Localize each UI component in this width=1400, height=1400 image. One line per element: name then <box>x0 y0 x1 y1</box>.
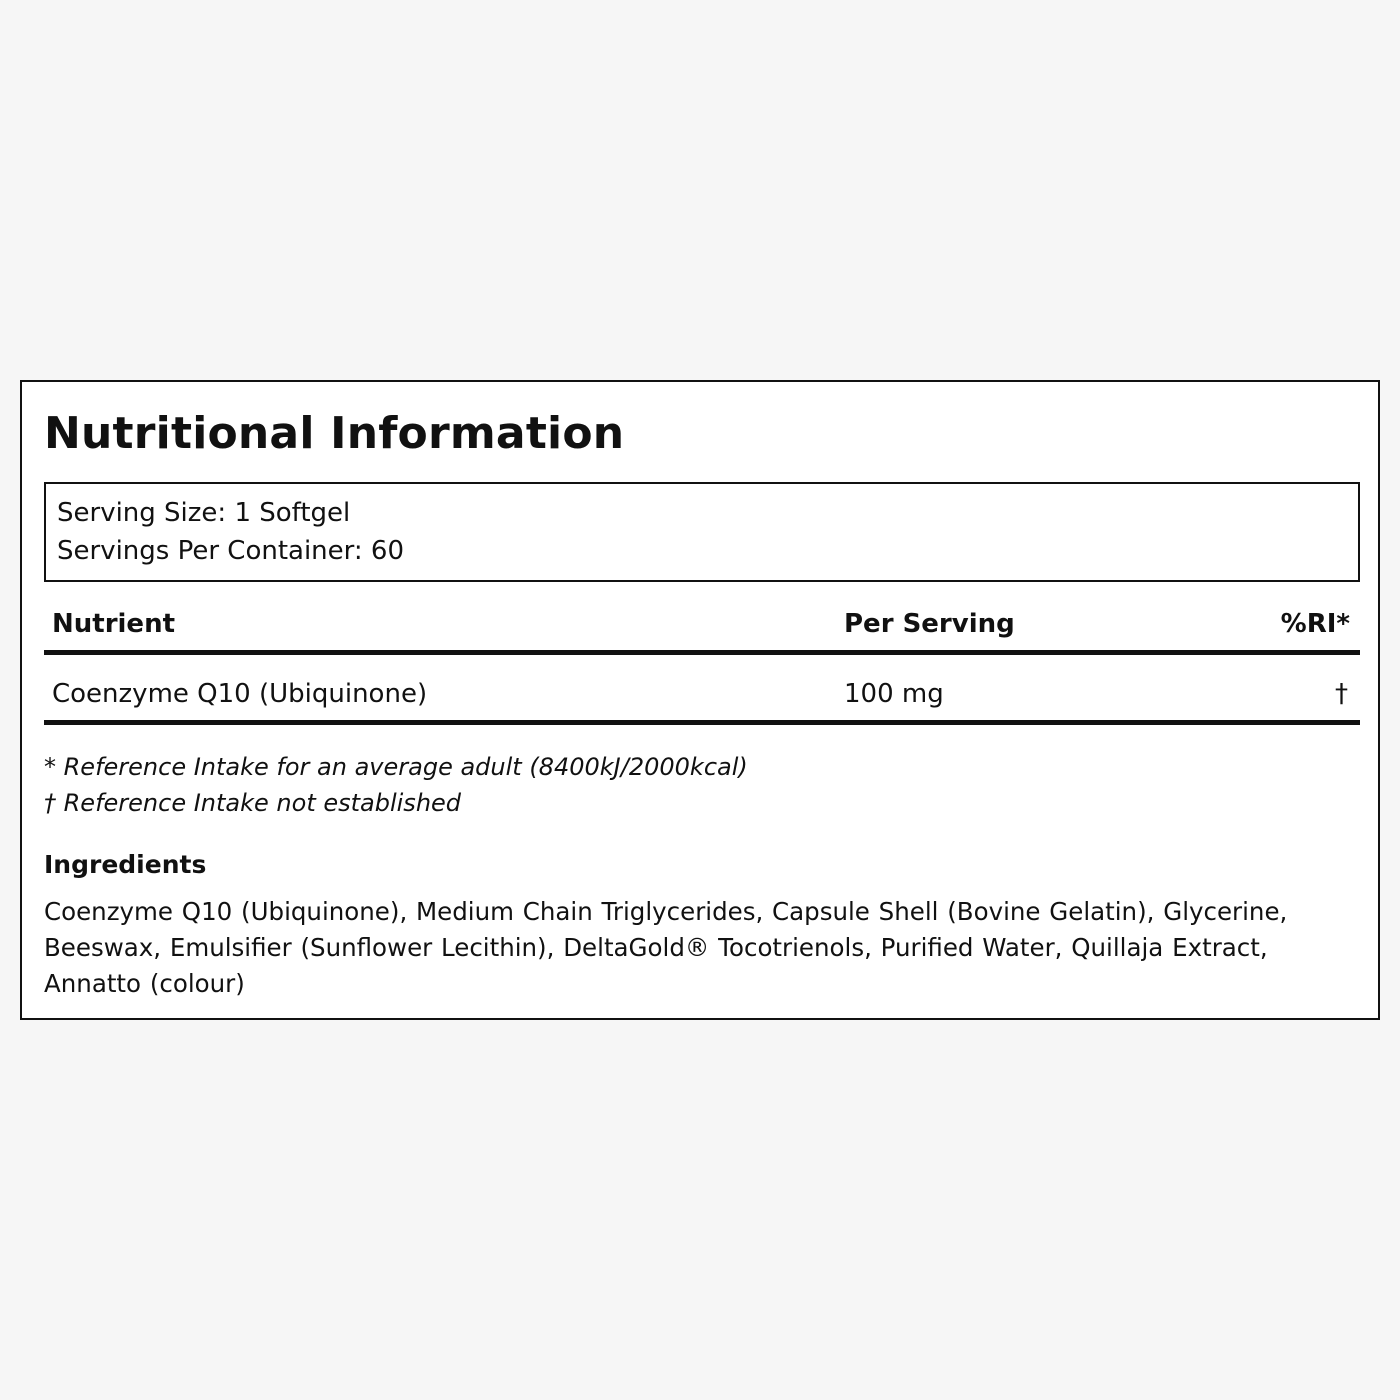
panel-title: Nutritional Information <box>44 408 625 459</box>
table-cell-ri: † <box>1335 679 1348 709</box>
header-divider <box>44 650 1360 655</box>
table-cell-nutrient: Coenzyme Q10 (Ubiquinone) <box>52 679 428 709</box>
column-header-per-serving: Per Serving <box>844 609 1015 639</box>
footnote-not-established: † Reference Intake not established <box>44 789 462 817</box>
table-cell-per-serving: 100 mg <box>844 679 944 709</box>
servings-per-container: Servings Per Container: 60 <box>57 536 405 566</box>
ingredients-heading: Ingredients <box>44 850 207 879</box>
footnote-reference-intake: * Reference Intake for an average adult (8400kJ/2000kcal) <box>44 753 748 781</box>
table-bottom-divider <box>44 720 1360 725</box>
nutrition-panel <box>20 380 1380 1020</box>
serving-info-box <box>44 482 1360 582</box>
column-header-nutrient: Nutrient <box>52 609 176 639</box>
ingredients-text: Coenzyme Q10 (Ubiquinone), Medium Chain Triglycerides, Capsule Shell (Bovine Gelatin), Glycerine, Beeswax, Emulsifier (Sunflower Lecithin), DeltaGold® Tocotrienols, Purified Water, Quillaja Extract, Annatto (colour) <box>44 897 1288 998</box>
serving-size: Serving Size: 1 Softgel <box>57 498 351 528</box>
column-header-ri: %RI* <box>1280 609 1350 639</box>
